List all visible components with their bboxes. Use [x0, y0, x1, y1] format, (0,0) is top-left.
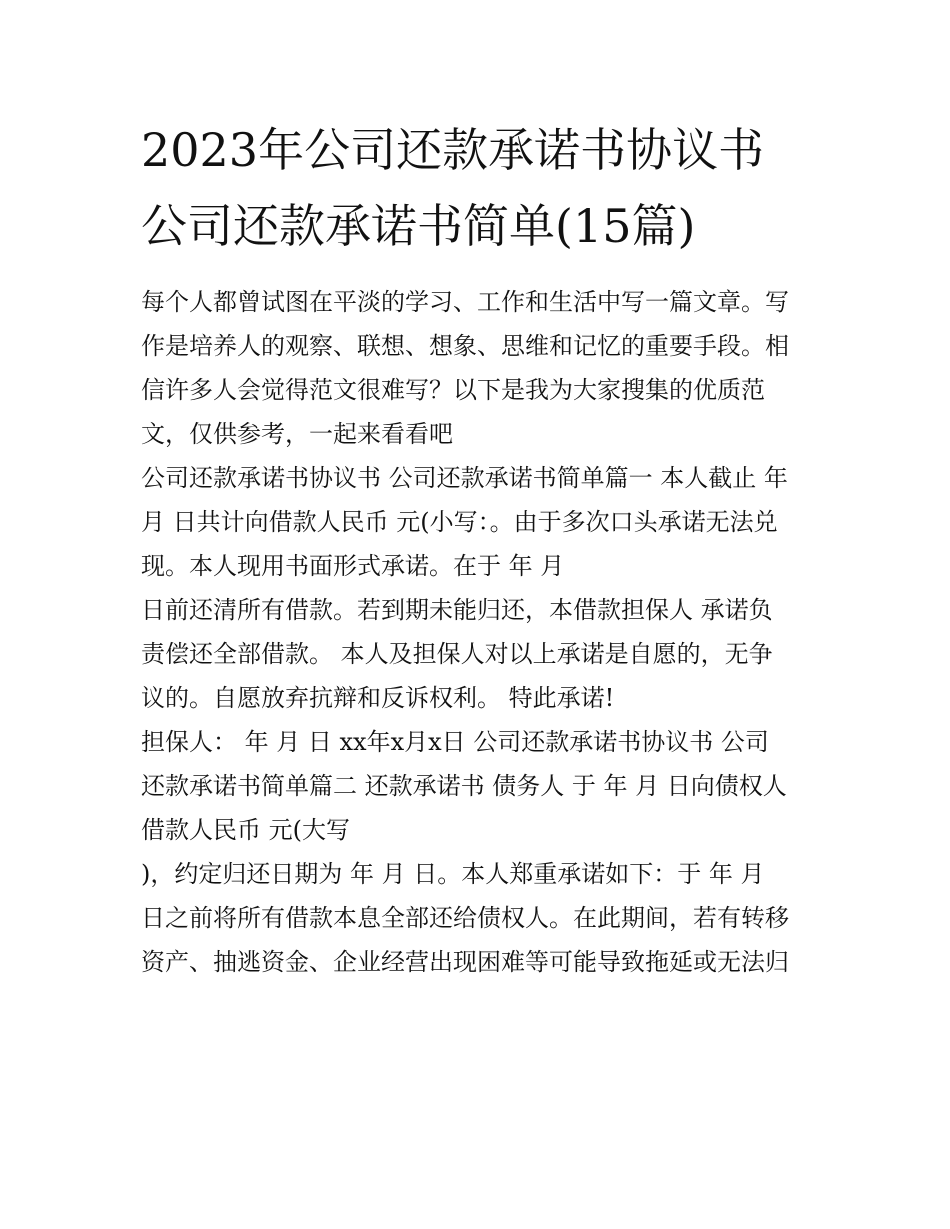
body-line: 现。本人现用书面形式承诺。在于 年 月 — [141, 552, 565, 580]
body-line: 文，仅供参考，一起来看看吧 — [141, 420, 453, 448]
title-line-2: 公司还款承诺书简单(15篇) — [141, 199, 696, 253]
body-line: 担保人： 年 月 日 xx年x月x日 公司还款承诺书协议书 公司 — [141, 728, 769, 756]
body-line: 议的。自愿放弃抗辩和反诉权利。 特此承诺! — [141, 684, 615, 712]
body-line: 公司还款承诺书协议书 公司还款承诺书简单篇一 本人截止 年 — [141, 464, 788, 492]
body-line: )，约定归还日期为 年 月 日。本人郑重承诺如下：于 年 月 — [141, 860, 765, 888]
body-line: 还款承诺书简单篇二 还款承诺书 债务人 于 年 月 日向债权人 — [141, 772, 787, 800]
body-line: 作是培养人的观察、联想、想象、思维和记忆的重要手段。相 — [141, 332, 789, 360]
body-line: 信许多人会觉得范文很难写？以下是我为大家搜集的优质范 — [141, 376, 765, 404]
document-body — [141, 280, 821, 984]
title-line-1: 2023年公司还款承诺书协议书 — [141, 123, 765, 177]
body-line: 月 日共计向借款人民币 元(小写：。由于多次口头承诺无法兑 — [141, 508, 778, 536]
body-line: 日前还清所有借款。若到期未能归还，本借款担保人 承诺负 — [141, 596, 773, 624]
body-line: 责偿还全部借款。 本人及担保人对以上承诺是自愿的，无争 — [141, 640, 773, 668]
body-line: 资产、抽逃资金、企业经营出现困难等可能导致拖延或无法归 — [141, 948, 789, 976]
document-title — [141, 112, 821, 264]
body-line: 每个人都曾试图在平淡的学习、工作和生活中写一篇文章。写 — [141, 288, 789, 316]
body-line: 借款人民币 元(大写 — [141, 816, 350, 844]
body-line: 日之前将所有借款本息全部还给债权人。在此期间，若有转移 — [141, 904, 789, 932]
